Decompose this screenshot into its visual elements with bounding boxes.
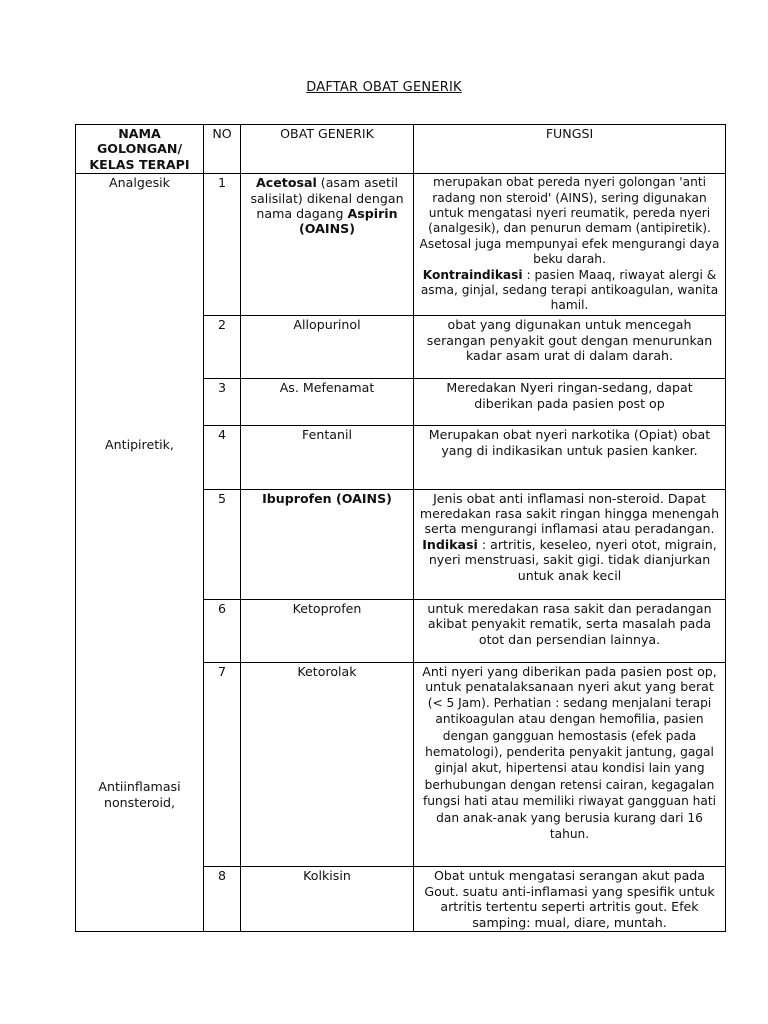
drug-name-bold: Acetosal bbox=[256, 175, 317, 191]
row-no: 5 bbox=[204, 489, 241, 599]
drug-function: Obat untuk mengatasi serangan akut pada Gout. suatu anti-inflamasi yang spesifik untuk artritis tertentu seperti artritis gout. Efek samping: mual, diare, muntah. bbox=[414, 867, 726, 932]
document-title: DAFTAR OBAT GENERIK bbox=[306, 80, 462, 95]
function-text: Jenis obat anti inflamasi non-steroid. Dapat meredakan rasa sakit ringan hingga menengah serta mengurangi inflamasi atau peradangan. bbox=[419, 490, 720, 537]
row-no: 8 bbox=[204, 867, 241, 932]
drug-name: Fentanil bbox=[241, 426, 414, 489]
drug-function: Merupakan obat nyeri narkotika (Opiat) obat yang di indikasikan untuk pasien kanker. bbox=[414, 426, 726, 489]
drug-name-brand: Aspirin (OAINS) bbox=[299, 206, 398, 237]
row-no: 4 bbox=[204, 426, 241, 489]
drug-name bbox=[241, 174, 414, 316]
drug-function bbox=[414, 489, 726, 599]
drug-function bbox=[414, 174, 726, 316]
row-no: 1 bbox=[204, 174, 241, 316]
drug-name: Ketorolak bbox=[241, 662, 414, 866]
function-label: Kontraindikasi bbox=[422, 267, 523, 282]
class-antiinflamasi-line2: nonsteroid, bbox=[103, 795, 176, 811]
drug-name: Ibuprofen (OAINS) bbox=[241, 489, 414, 599]
row-no: 6 bbox=[204, 599, 241, 662]
drug-name: Kolkisin bbox=[241, 867, 414, 932]
drug-function: Meredakan Nyeri ringan-sedang, dapat diberikan pada pasien post op bbox=[414, 379, 726, 426]
header-no: NO bbox=[204, 125, 241, 174]
function-label: Indikasi bbox=[422, 536, 478, 552]
class-column bbox=[76, 174, 204, 932]
function-detail: (< 5 Jam). Perhatian : sedang menjalani terapi antikoagulan atau dengan hemofilia, pasien dengan gangguan hemostasis (efek pada hematologi), penderita penyakit jantung, gagal ginjal akut, hipertensi atau kondisi lain yang berhubungan dengan retensi cairan, kegagalan fungsi hati atau memiliki riwayat gangguan hati dan anak-anak yang berusia kurang dari 16 tahun. bbox=[422, 695, 717, 841]
table-row bbox=[76, 174, 726, 316]
function-text: Anti nyeri yang diberikan pada pasien post op, untuk penatalaksanaan nyeri akut yang berat bbox=[422, 663, 717, 695]
drug-name: As. Mefenamat bbox=[241, 379, 414, 426]
function-detail: : artritis, keseleo, nyeri otot, migrain, nyeri menstruasi, sakit gigi. tidak dianjurkan untuk anak kecil bbox=[428, 536, 717, 583]
drug-function: untuk meredakan rasa sakit dan peradangan akibat penyakit rematik, serta masalah pada otot dan persendian lainnya. bbox=[414, 599, 726, 662]
row-no: 3 bbox=[204, 379, 241, 426]
function-text: merupakan obat pereda nyeri golongan 'anti radang non steroid' (AINS), sering digunakan untuk mengatasi nyeri reumatik, pereda nyeri (analgesik), dan penurun demam (antipiretik). Asetosal juga mempunyai efek mengurangi daya beku darah. bbox=[419, 175, 720, 267]
class-antipiretik: Antipiretik, bbox=[105, 437, 174, 453]
drug-table bbox=[75, 124, 726, 932]
class-analgesik: Analgesik bbox=[109, 175, 170, 191]
drug-name-detail: (asam asetil salisilat) dikenal dengan nama dagang bbox=[250, 175, 404, 222]
header-obat: OBAT GENERIK bbox=[241, 125, 414, 174]
drug-function: obat yang digunakan untuk mencegah serangan penyakit gout dengan menurunkan kadar asam urat di dalam darah. bbox=[414, 316, 726, 379]
table-header-row bbox=[76, 125, 726, 174]
drug-function bbox=[414, 662, 726, 866]
row-no: 2 bbox=[204, 316, 241, 379]
header-fungsi: FUNGSI bbox=[414, 125, 726, 174]
row-no: 7 bbox=[204, 662, 241, 866]
header-kelas: NAMA GOLONGAN/ KELAS TERAPI bbox=[76, 125, 204, 174]
class-antiinflamasi-line1: Antiinflamasi bbox=[98, 779, 181, 795]
drug-name: Ketoprofen bbox=[241, 599, 414, 662]
drug-name: Allopurinol bbox=[241, 316, 414, 379]
function-detail: : pasien Maaq, riwayat alergi & asma, ginjal, sedang terapi antikoagulan, wanita hamil. bbox=[420, 267, 719, 313]
